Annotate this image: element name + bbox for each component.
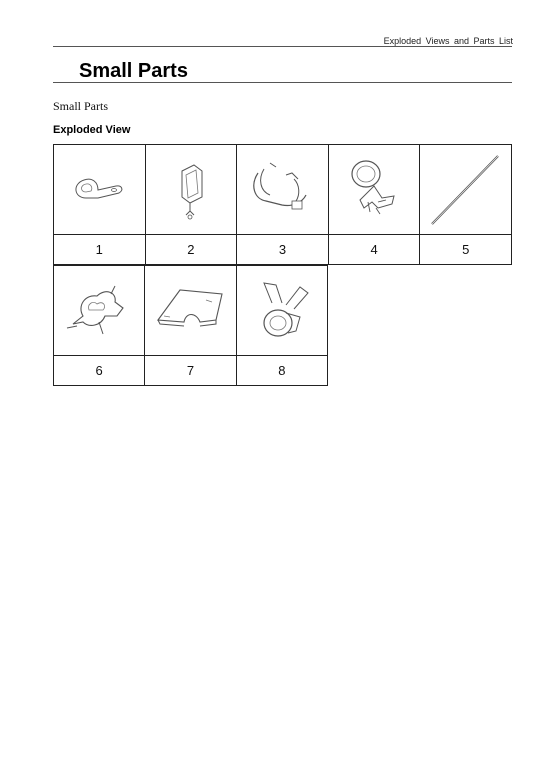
header-rule <box>53 46 512 47</box>
part-number: 7 <box>145 356 236 386</box>
wing-clamp-icon <box>242 273 322 348</box>
part-1-image-cell <box>54 145 146 235</box>
title-rule <box>53 82 512 83</box>
part-7-image-cell <box>145 266 236 356</box>
double-clip-icon <box>242 155 322 225</box>
part-6-image-cell <box>54 266 145 356</box>
part-number: 5 <box>420 235 512 265</box>
part-number: 2 <box>145 235 237 265</box>
part-number: 4 <box>328 235 420 265</box>
part-number: 6 <box>54 356 145 386</box>
page-title: Small Parts <box>79 60 188 82</box>
part-number: 8 <box>236 356 327 386</box>
parts-table-row-1 <box>53 144 512 265</box>
part-8-image-cell <box>236 266 327 356</box>
exploded-view-heading: Exploded View <box>53 124 131 136</box>
part-4-image-cell <box>328 145 420 235</box>
running-header: Exploded Views and Parts List <box>383 36 513 46</box>
part-number: 3 <box>237 235 329 265</box>
part-3-image-cell <box>237 145 329 235</box>
part-5-image-cell <box>420 145 512 235</box>
rod-icon <box>426 150 506 230</box>
plate-clip-icon <box>150 276 230 346</box>
parts-table-row-2 <box>53 265 328 386</box>
wire-harness-clip-icon <box>59 276 139 346</box>
p-clamp-icon <box>64 160 134 220</box>
loop-clamp-clip-icon <box>334 152 414 227</box>
part-2-image-cell <box>145 145 237 235</box>
part-number: 1 <box>54 235 146 265</box>
cable-tie-mount-icon <box>156 155 226 225</box>
section-text: Small Parts <box>53 99 109 113</box>
